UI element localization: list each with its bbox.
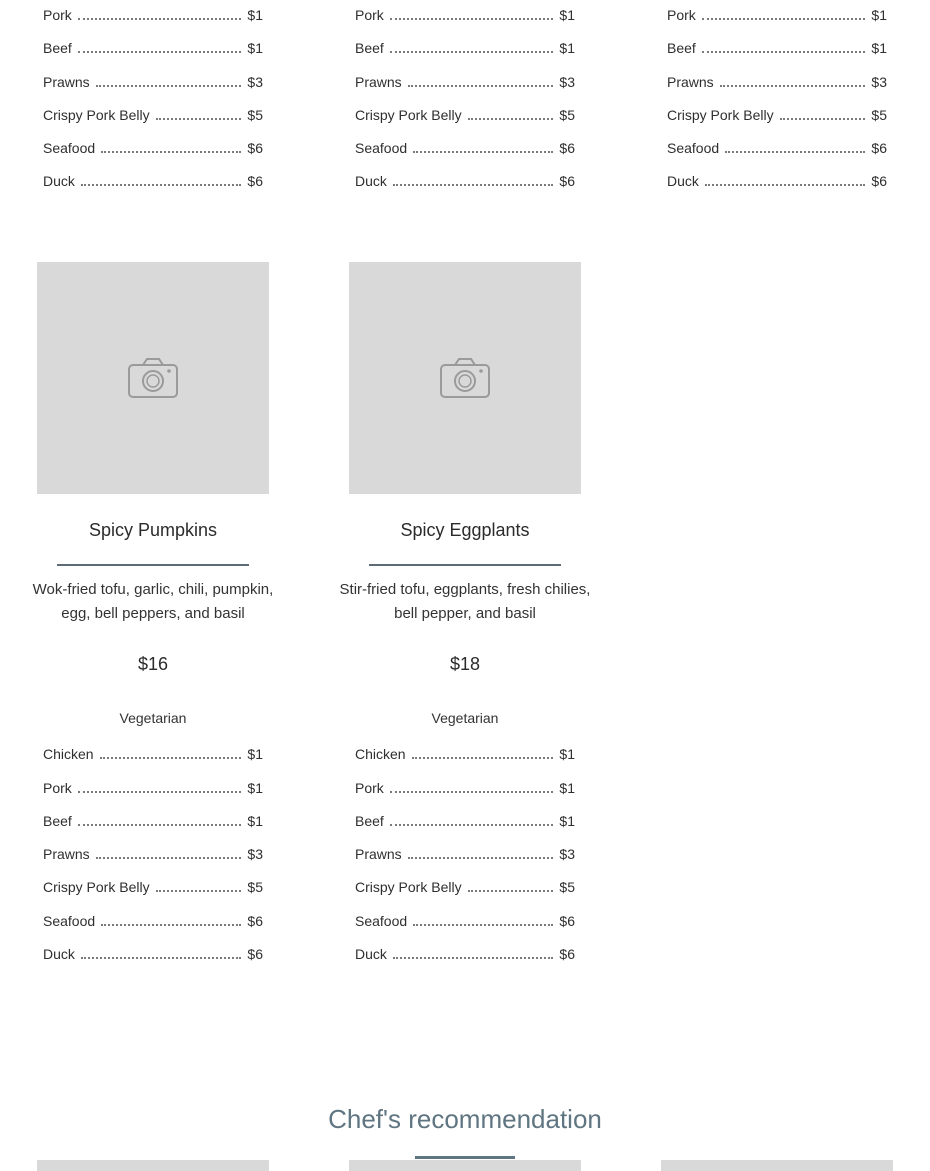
- addon-name: Pork: [355, 780, 384, 796]
- dot-leader: [720, 85, 866, 87]
- addon-price: $1: [247, 780, 263, 796]
- addon-price: $6: [247, 913, 263, 929]
- addon-name: Prawns: [355, 74, 402, 90]
- addon-row: [355, 71, 575, 91]
- addon-price: $6: [871, 140, 887, 156]
- dot-leader: [780, 118, 866, 120]
- dot-leader: [413, 924, 553, 926]
- addon-row: [43, 137, 263, 157]
- photo-placeholder-peek[interactable]: [349, 1160, 581, 1171]
- addon-name: Pork: [43, 780, 72, 796]
- addon-name: Crispy Pork Belly: [355, 107, 462, 123]
- addon-name: Chicken: [355, 746, 406, 762]
- dot-leader: [101, 924, 241, 926]
- addon-name: Chicken: [43, 746, 94, 762]
- addon-row: [355, 170, 575, 190]
- addon-name: Duck: [355, 946, 387, 962]
- dish-photo-placeholder[interactable]: [37, 262, 269, 494]
- addon-price: $6: [247, 140, 263, 156]
- dot-leader: [702, 18, 866, 20]
- addon-price: $3: [247, 74, 263, 90]
- addon-price: $6: [559, 946, 575, 962]
- dot-leader: [468, 118, 554, 120]
- addon-row: [355, 876, 575, 896]
- addon-row: [355, 104, 575, 124]
- camera-icon: [439, 357, 491, 399]
- addon-name: Pork: [667, 7, 696, 23]
- addon-price: $6: [559, 140, 575, 156]
- addon-price: $1: [559, 780, 575, 796]
- dot-leader: [408, 857, 554, 859]
- addon-name: Crispy Pork Belly: [43, 879, 150, 895]
- dish-description: Stir-fried tofu, eggplants, fresh chilies, bell pepper, and basil: [339, 581, 591, 622]
- addon-price: $5: [559, 879, 575, 895]
- addon-name: Pork: [355, 7, 384, 23]
- title-divider: [369, 564, 561, 566]
- addon-price: $1: [559, 746, 575, 762]
- addon-price: $6: [247, 173, 263, 189]
- addon-row: [43, 170, 263, 190]
- addon-row: [667, 137, 887, 157]
- addon-price: $1: [559, 813, 575, 829]
- dot-leader: [78, 18, 242, 20]
- addon-price: $6: [559, 173, 575, 189]
- dot-leader: [156, 890, 242, 892]
- addon-row: [667, 71, 887, 91]
- dot-leader: [468, 890, 554, 892]
- addon-row: [43, 37, 263, 57]
- dot-leader: [725, 151, 865, 153]
- addon-name: Crispy Pork Belly: [355, 879, 462, 895]
- addon-row: [43, 104, 263, 124]
- addon-row: [355, 910, 575, 930]
- addon-row: [43, 910, 263, 930]
- dish-category: Vegetarian: [119, 710, 187, 726]
- addon-name: Prawns: [43, 846, 90, 862]
- addon-name: Beef: [355, 813, 384, 829]
- section-title: Chef's recommendation: [328, 1104, 602, 1134]
- dish-card: [339, 262, 591, 982]
- dot-leader: [390, 791, 554, 793]
- dot-leader: [393, 957, 554, 959]
- dot-leader: [702, 51, 866, 53]
- addon-row: [667, 104, 887, 124]
- dish-title: Spicy Eggplants: [400, 520, 530, 540]
- dot-leader: [78, 791, 242, 793]
- dish-title: Spicy Pumpkins: [88, 520, 218, 540]
- addon-name: Duck: [43, 173, 75, 189]
- title-divider: [57, 564, 249, 566]
- dot-leader: [412, 757, 554, 759]
- addon-name: Prawns: [43, 74, 90, 90]
- dot-leader: [78, 51, 242, 53]
- addon-row: [667, 170, 887, 190]
- addon-price: $6: [871, 173, 887, 189]
- dot-leader: [96, 857, 242, 859]
- addon-name: Beef: [43, 40, 72, 56]
- addon-row: [43, 843, 263, 863]
- addon-name: Seafood: [355, 140, 408, 156]
- addon-name: Duck: [355, 173, 387, 189]
- addon-price: $1: [871, 40, 887, 56]
- addon-price: $1: [247, 40, 263, 56]
- addon-name: Prawns: [667, 74, 714, 90]
- addon-row: [355, 777, 575, 797]
- addon-name: Seafood: [43, 913, 96, 929]
- addon-name: Crispy Pork Belly: [43, 107, 150, 123]
- dish-description: Wok-fried tofu, garlic, chili, pumpkin, egg, bell peppers, and basil: [32, 581, 274, 622]
- dish-photo-placeholder[interactable]: [349, 262, 581, 494]
- addon-row: [667, 4, 887, 24]
- addon-price: $1: [247, 813, 263, 829]
- addon-name: Pork: [43, 7, 72, 23]
- dot-leader: [81, 957, 242, 959]
- addon-price: $3: [871, 74, 887, 90]
- addon-name: Prawns: [355, 846, 402, 862]
- addon-row: [43, 810, 263, 830]
- addon-name: Duck: [43, 946, 75, 962]
- addon-row: [355, 810, 575, 830]
- dot-leader: [78, 824, 242, 826]
- addon-row: [43, 4, 263, 24]
- dot-leader: [393, 184, 554, 186]
- addon-name: Seafood: [667, 140, 720, 156]
- addon-row: [667, 37, 887, 57]
- photo-placeholder-peek[interactable]: [37, 1160, 269, 1171]
- addon-row: [43, 876, 263, 896]
- addon-price: $6: [247, 946, 263, 962]
- addon-price: $1: [247, 7, 263, 23]
- addon-row: [43, 943, 263, 963]
- addon-name: Beef: [355, 40, 384, 56]
- addon-price: $5: [247, 879, 263, 895]
- dish-price: $18: [449, 654, 481, 674]
- addon-price: $1: [559, 7, 575, 23]
- addon-price: $1: [247, 746, 263, 762]
- dish-card: [32, 262, 274, 982]
- dot-leader: [81, 184, 242, 186]
- addon-name: Seafood: [43, 140, 96, 156]
- addon-name: Seafood: [355, 913, 408, 929]
- dot-leader: [96, 85, 242, 87]
- addon-price: $3: [247, 846, 263, 862]
- dot-leader: [156, 118, 242, 120]
- dot-leader: [390, 51, 554, 53]
- addon-row: [355, 4, 575, 24]
- addon-row: [355, 943, 575, 963]
- addon-price: $3: [559, 846, 575, 862]
- dot-leader: [390, 18, 554, 20]
- dot-leader: [100, 757, 242, 759]
- dot-leader: [390, 824, 554, 826]
- addon-row: [355, 137, 575, 157]
- addon-name: Beef: [667, 40, 696, 56]
- section-title-underline: [415, 1156, 515, 1159]
- addon-row: [355, 743, 575, 763]
- addon-price: $1: [559, 40, 575, 56]
- addon-price: $5: [247, 107, 263, 123]
- addon-row: [43, 743, 263, 763]
- photo-placeholder-peek[interactable]: [661, 1160, 893, 1171]
- addon-price: $5: [871, 107, 887, 123]
- dish-price: $16: [137, 654, 169, 674]
- dot-leader: [705, 184, 866, 186]
- addon-name: Beef: [43, 813, 72, 829]
- addon-row: [43, 71, 263, 91]
- addon-row: [43, 777, 263, 797]
- addon-price: $6: [559, 913, 575, 929]
- dot-leader: [101, 151, 241, 153]
- addon-name: Duck: [667, 173, 699, 189]
- dot-leader: [408, 85, 554, 87]
- addon-row: [355, 843, 575, 863]
- dish-category: Vegetarian: [431, 710, 499, 726]
- addon-price: $5: [559, 107, 575, 123]
- addon-row: [355, 37, 575, 57]
- addon-price: $1: [871, 7, 887, 23]
- dot-leader: [413, 151, 553, 153]
- addon-name: Crispy Pork Belly: [667, 107, 774, 123]
- camera-icon: [127, 357, 179, 399]
- addon-price: $3: [559, 74, 575, 90]
